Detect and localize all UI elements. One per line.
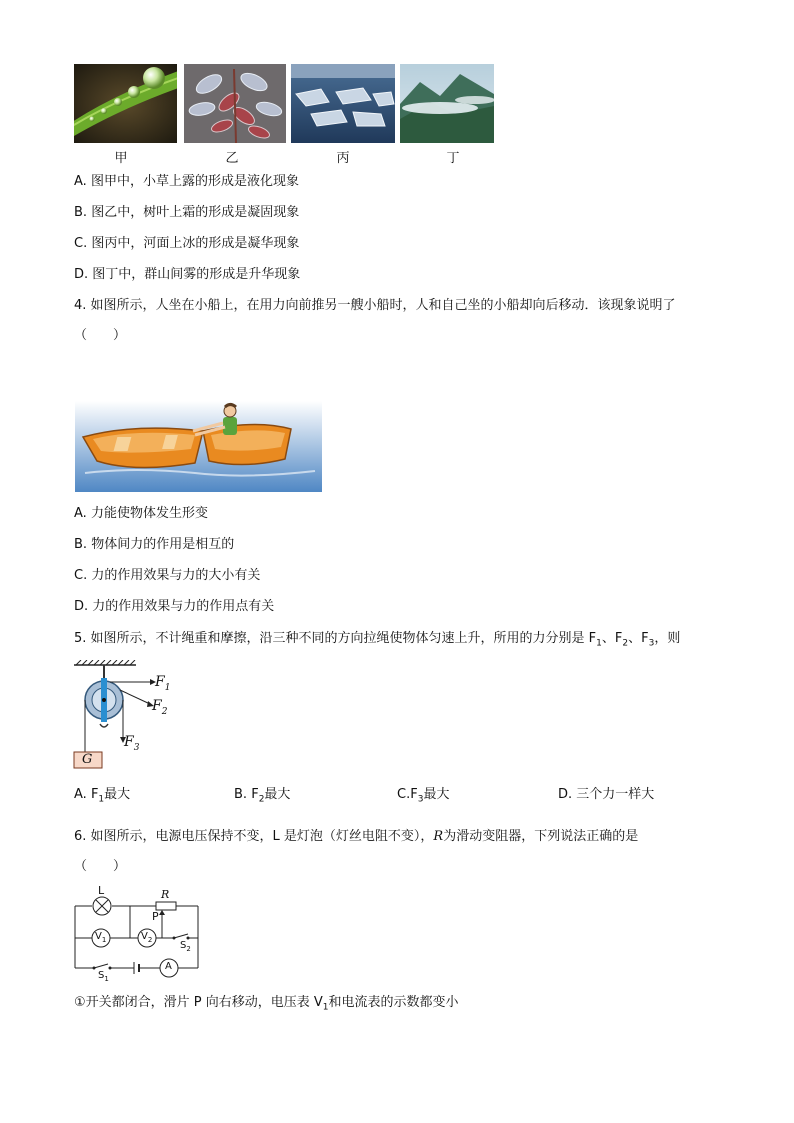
caption-yi: 乙 [225, 151, 239, 166]
label-s1-sub: 1 [104, 975, 109, 983]
label-f3-sub: 3 [133, 742, 140, 753]
photo-frost-on-leaves [184, 64, 286, 143]
label-f2 [152, 698, 167, 717]
option-post: 最大 [423, 787, 450, 802]
option-text: 力的作用效果与力的大小有关 [91, 568, 261, 583]
caption-jia: 甲 [114, 151, 128, 166]
label-f2-letter: F [152, 698, 162, 714]
q5-option-c[interactable] [397, 786, 449, 809]
q5-stem [74, 630, 680, 653]
label-s1-letter: S [98, 970, 105, 981]
q5-stem-suffix: ，则 [654, 631, 681, 646]
label-v2-sub: 2 [147, 936, 153, 944]
q4-option-d[interactable] [74, 598, 274, 616]
label-f3 [124, 734, 139, 753]
caption-bing: 丙 [336, 151, 350, 166]
q5-sub-3: 3 [648, 638, 655, 649]
q6-answer-paren: （ ） [74, 859, 127, 874]
option-key: B. [74, 537, 88, 552]
q3-option-d[interactable] [74, 266, 300, 284]
option-key: B. [74, 205, 88, 220]
photo-fog-in-mountains [400, 64, 494, 143]
q4-option-c[interactable] [74, 567, 260, 585]
q4-option-a[interactable] [74, 505, 208, 523]
option-key: D. [74, 599, 89, 614]
label-f1-letter: F [155, 674, 165, 690]
boats-illustration [75, 401, 322, 492]
q3-option-a[interactable] [74, 173, 299, 191]
q6-stem [74, 828, 638, 846]
q6-statement-1-sub: 1 [322, 1002, 329, 1013]
label-rheostat: R [161, 888, 170, 901]
q6-stem-tail: 为滑动变阻器，下列说法正确的是 [443, 829, 639, 844]
option-text: 物体间力的作用是相互的 [91, 537, 235, 552]
label-voltmeter-2 [141, 931, 152, 944]
q5-option-b[interactable] [234, 786, 290, 809]
option-text: 力的作用效果与力的作用点有关 [92, 599, 275, 614]
q5-option-a[interactable] [74, 786, 130, 809]
label-s2-sub: 2 [186, 945, 191, 953]
q5-sub-2: 2 [622, 638, 629, 649]
option-pre: F [410, 787, 418, 802]
q5-option-d[interactable] [558, 786, 654, 804]
option-sub: 1 [98, 794, 105, 805]
label-v1-sub: 1 [101, 936, 107, 944]
option-key: D. [74, 267, 89, 282]
option-text: 图甲中，小草上露的形成是液化现象 [90, 174, 299, 189]
pulley-diagram [70, 660, 180, 772]
label-switch-1 [98, 970, 109, 983]
label-s2-letter: S [180, 940, 187, 951]
q6-stem-r: R [433, 829, 444, 844]
label-voltmeter-1 [95, 931, 106, 944]
q5-stem-sep-1: 、F [601, 631, 623, 646]
option-key: C. [397, 787, 411, 802]
label-f2-sub: 2 [161, 706, 168, 717]
q4-answer-paren: （ ） [74, 328, 127, 343]
photo-ice-on-river [291, 64, 395, 143]
q6-statement-1 [74, 994, 459, 1017]
option-text: 图乙中，树叶上霜的形成是凝固现象 [91, 205, 300, 220]
label-slider: P [152, 910, 159, 923]
q5-stem-sep-2: 、F [628, 631, 649, 646]
option-key: B. [234, 787, 248, 802]
caption-ding: 丁 [446, 151, 460, 166]
label-f1-sub: 1 [164, 682, 171, 693]
q4-option-b[interactable] [74, 536, 234, 554]
label-lamp: L [98, 884, 105, 897]
q3-option-b[interactable] [74, 204, 299, 222]
q4-stem: 4. 如图所示，人坐在小船上，在用力向前推另一艘小船时，人和自己坐的小船却向后移动．该现象说明了 [74, 298, 676, 313]
option-sub: 2 [258, 794, 265, 805]
option-key: A. [74, 506, 87, 521]
option-sub: 3 [417, 794, 424, 805]
label-f1 [155, 674, 170, 693]
option-key: A. [74, 787, 87, 802]
option-key: D. [558, 787, 573, 802]
option-key: C. [74, 236, 88, 251]
option-post: 最大 [264, 787, 291, 802]
label-switch-2 [180, 940, 191, 953]
label-g: G [82, 752, 93, 767]
circuit-diagram [70, 884, 205, 984]
q6-statement-1-text: ①开关都闭合，滑片 P 向右移动，电压表 V [74, 995, 323, 1010]
option-text: 力能使物体发生形变 [90, 506, 208, 521]
label-ammeter: A [165, 961, 172, 972]
q5-sub-1: 1 [596, 638, 602, 649]
label-v1-letter: V [95, 931, 102, 942]
option-key: A. [74, 174, 87, 189]
option-key: C. [74, 568, 88, 583]
label-v2-letter: V [141, 931, 148, 942]
q6-statement-1-tail: 和电流表的示数都变小 [328, 995, 459, 1010]
q6-stem-text: 6. 如图所示，电源电压保持不变，L 是灯泡（灯丝电阻不变）， [74, 829, 434, 844]
option-post: 最大 [104, 787, 131, 802]
option-pre: F [251, 787, 259, 802]
option-pre: F [90, 787, 99, 802]
photo-dew-on-grass [74, 64, 177, 143]
option-text: 图丁中，群山间雾的形成是升华现象 [92, 267, 301, 282]
label-f3-letter: F [124, 734, 134, 750]
q3-option-c[interactable] [74, 235, 299, 253]
q5-stem-text: 5. 如图所示，不计绳重和摩擦，沿三种不同的方向拉绳使物体匀速上升，所用的力分别是 F [74, 631, 597, 646]
option-post: 三个力一样大 [576, 787, 655, 802]
option-text: 图丙中，河面上冰的形成是凝华现象 [91, 236, 300, 251]
